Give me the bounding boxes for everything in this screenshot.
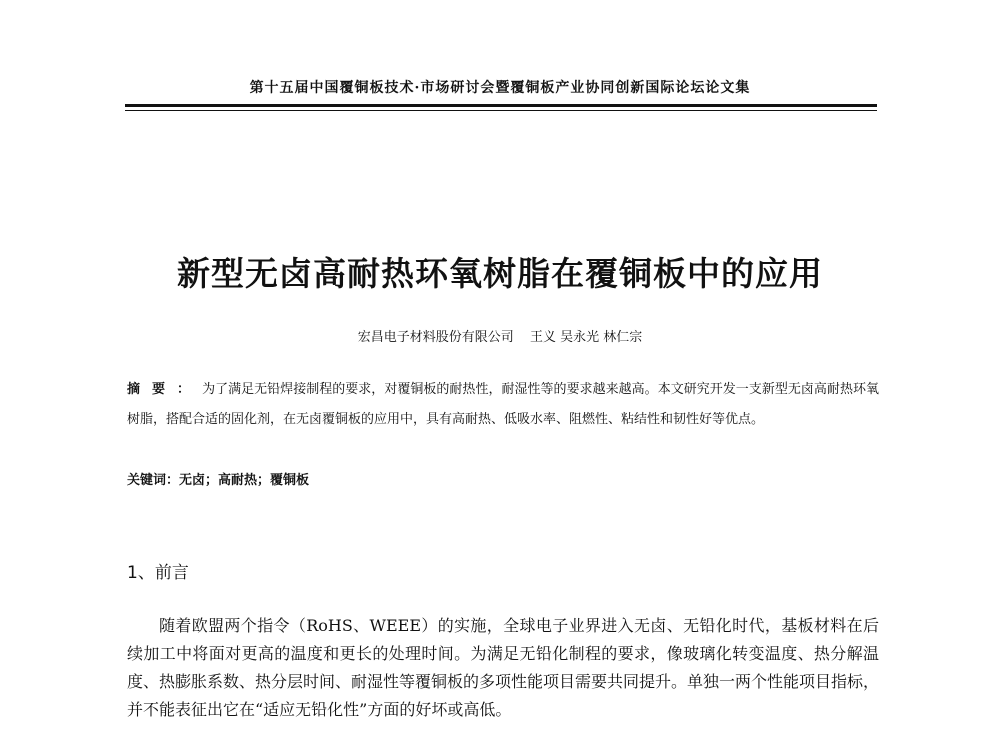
abstract-text: 为了满足无铅焊接制程的要求，对覆铜板的耐热性，耐湿性等的要求越来越高。本文研究开发一支新型无卤高耐热环氧树脂，搭配合适的固化剂，在无卤覆铜板的应用中，具有高耐热、低吸水率、阻燃性、粘结性和韧性好等优点。 [127,382,879,427]
running-header: 第十五届中国覆铜板技术·市场研讨会暨覆铜板产业协同创新国际论坛论文集 [249,80,751,96]
intro-paragraph: 随着欧盟两个指令（RoHS、WEEE）的实施，全球电子业界进入无卤、无铅化时代，基板材料在后续加工中将面对更高的温度和更长的处理时间。为满足无铅化制程的要求，像玻璃化转变温度、热分解温度、热膨胀系数、热分层时间、耐湿性等覆铜板的多项性能项目需要共同提升。单独一两个性能项目指标，并不能表征出它在“适应无铅化性”方面的好坏或高低。 [127,616,880,719]
header-rule-thick [125,104,877,107]
byline [125,326,875,345]
affiliation: 宏昌电子材料股份有限公司 [357,330,514,345]
paper-title: 新型无卤高耐热环氧树脂在覆铜板中的应用 [177,254,823,293]
header-rule-thin [125,110,877,111]
authors: 王义 吴永光 林仁宗 [529,330,643,345]
section-heading: 1、前言 [127,563,189,583]
abstract [127,375,879,435]
abstract-label: 摘要： [127,382,203,397]
keywords: 关键词：无卤；高耐热；覆铜板 [127,473,310,488]
